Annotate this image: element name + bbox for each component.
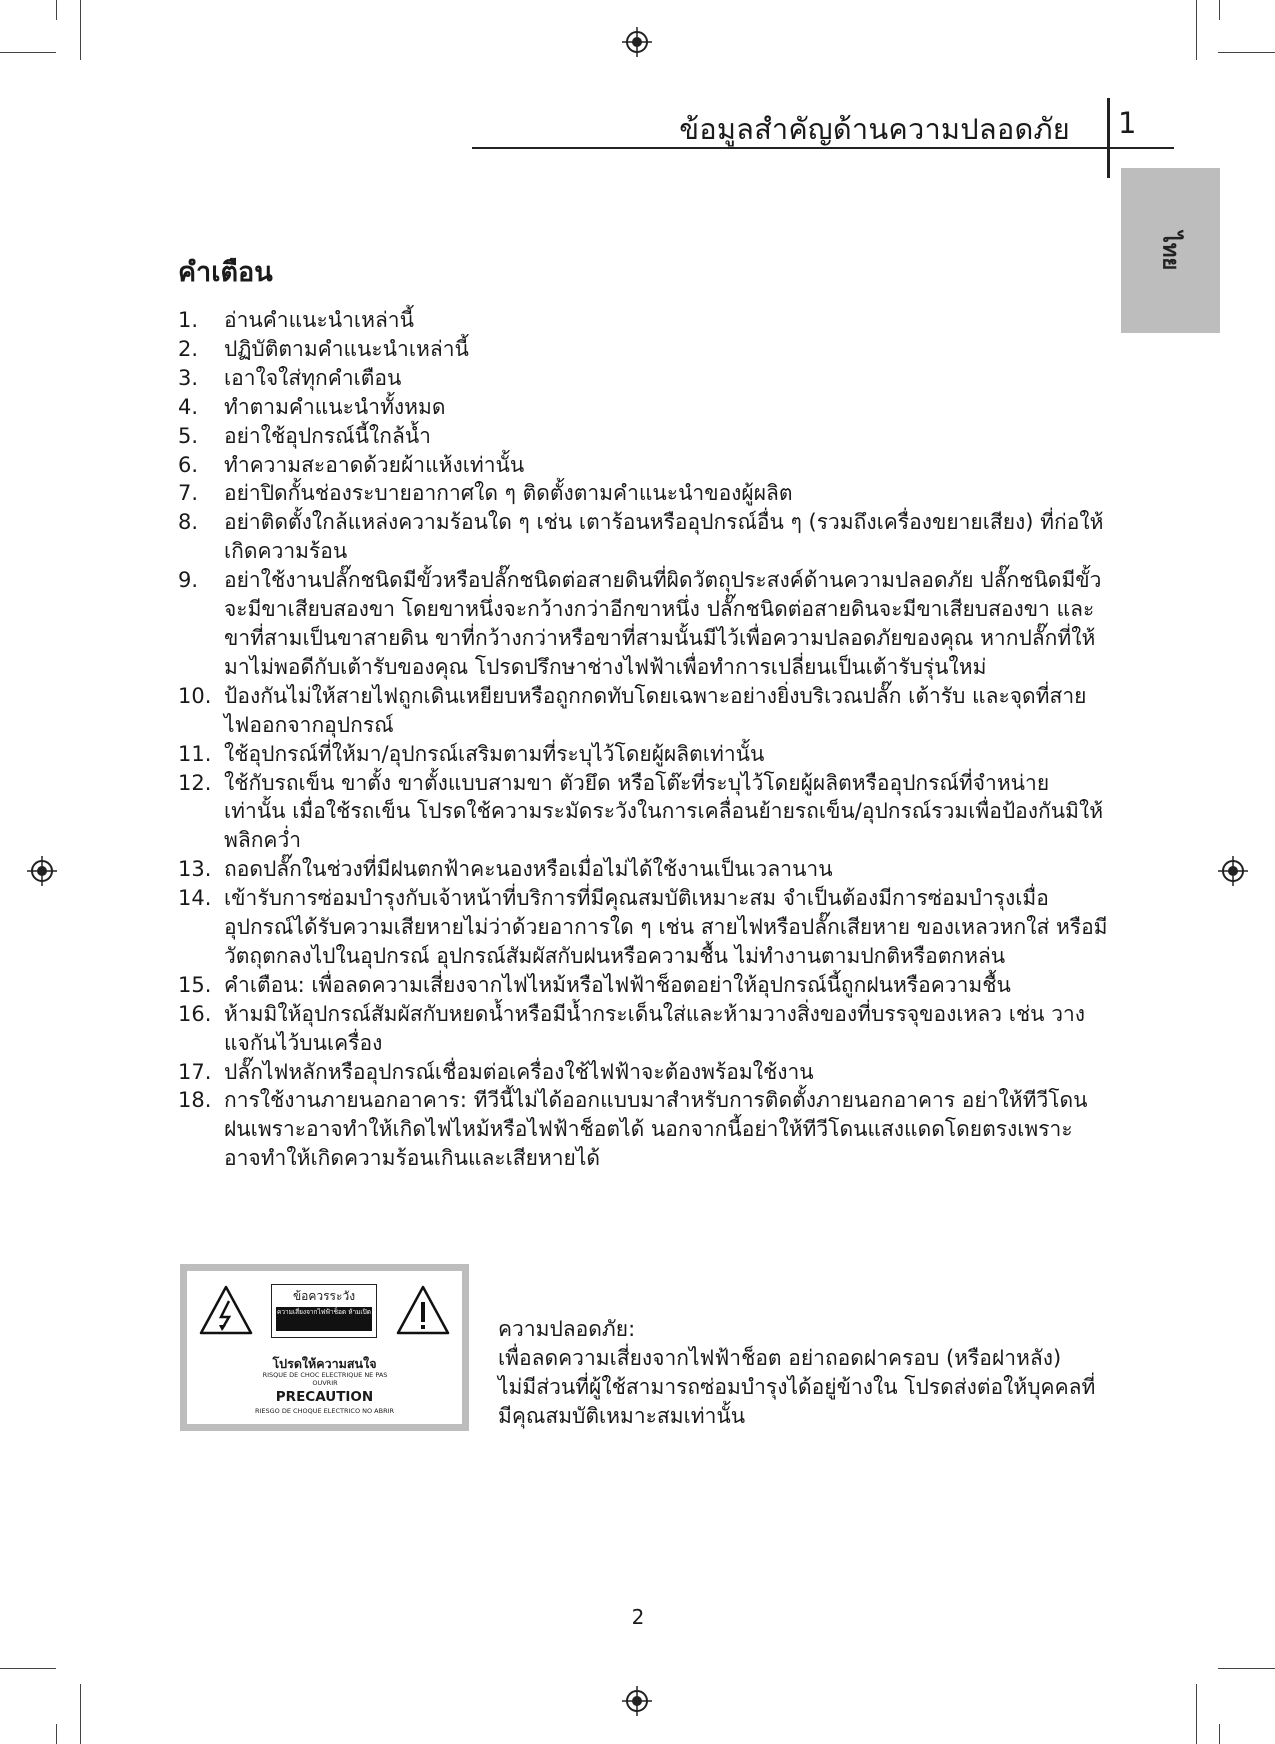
list-number: 5. — [178, 423, 199, 448]
list-number: 9. — [178, 568, 199, 593]
list-number: 18. — [178, 1088, 212, 1113]
chapter-number: 1 — [1118, 106, 1137, 140]
crop-mark — [80, 0, 81, 60]
list-number: 7. — [178, 481, 199, 506]
list-item — [178, 364, 1108, 393]
list-item — [178, 451, 1108, 480]
list-item — [178, 740, 1108, 769]
list-text: การใช้งานภายนอกอาคาร: ทีวีนี้ไม่ได้ออกแบบมาสำหรับการติดตั้งภายนอกอาคาร อย่าให้ทีวีโดนฝนเพราะอาจทำให้เกิดไฟไหม้หรือไฟฟ้าช็อตได้ นอกจากนี้อย่าให้ทีวีโดนแสงแดดโดยตรงเพราะอาจทำให้เกิดความร้อนเกินและเสียหายได้ — [224, 1088, 1088, 1171]
list-number: 8. — [178, 510, 199, 535]
caution-label-inner — [187, 1271, 462, 1424]
list-text: อย่าใช้งานปลั๊กชนิดมีขั้วหรือปลั๊กชนิดต่อสายดินที่ผิดวัตถุประสงค์ด้านความปลอดภัย ปลั๊กชนิดมีขั้วจะมีขาเสียบสองขา โดยขาหนึ่งจะกว้างกว่าอีกขาหนึ่ง ปลั๊กชนิดต่อสายดินจะมีขาเสียบสองขา และขาที่สามเป็นขาสายดิน ขาที่กว้างกว่าหรือขาที่สามนั้นมีไว้เพื่อความปลอดภัยของคุณ หากปลั๊กที่ให้มาไม่พอดีกับเต้ารับของคุณ โปรดปรึกษาช่างไฟฟ้าเพื่อทำการเปลี่ยนเป็นเต้ารับรุ่นใหม่ — [224, 568, 1102, 679]
caution-bar-text: ความเสี่ยงจากไฟฟ้าช็อต ห้ามเปิด — [276, 1307, 372, 1331]
caution-spanish-text: RIESGO DE CHOQUE ELECTRICO NO ABRIR — [254, 1407, 395, 1415]
list-text: ทำความสะอาดด้วยผ้าแห้งเท่านั้น — [224, 452, 525, 477]
list-item — [178, 306, 1108, 335]
list-item — [178, 682, 1108, 740]
list-text: คำเตือน: เพื่อลดความเสี่ยงจากไฟไหม้หรือไฟฟ้าช็อตอย่าให้อุปกรณ์นี้ถูกฝนหรือความชื้น — [224, 972, 1011, 997]
list-number: 6. — [178, 452, 199, 477]
crop-mark — [80, 1684, 81, 1744]
list-text: อ่านคำแนะนำเหล่านี้ — [224, 308, 414, 332]
list-item — [178, 1058, 1108, 1087]
crop-mark — [0, 52, 56, 53]
list-number: 12. — [178, 770, 212, 795]
list-number: 2. — [178, 336, 199, 361]
caution-attention: โปรดให้ความสนใจ — [272, 1356, 377, 1371]
list-text: ถอดปลั๊กในช่วงที่มีฝนตกฟ้าคะนองหรือเมื่อไม่ได้ใช้งานเป็นเวลานาน — [224, 857, 833, 882]
warning-list — [178, 306, 1108, 1173]
exclamation-warning-icon — [395, 1284, 451, 1336]
safety-text: เพื่อลดความเสี่ยงจากไฟฟ้าช็อต อย่าถอดฝาครอบ (หรือฝาหลัง) ไม่มีส่วนที่ผู้ใช้สามารถซ่อมบำรุงได้อยู่ข้างใน โปรดส่งต่อให้บุคคลที่มีคุณสมบัติเหมาะสมเท่านั้น — [498, 1345, 1096, 1428]
list-item — [178, 508, 1108, 566]
caution-label — [180, 1264, 469, 1431]
list-text: ป้องกันไม่ให้สายไฟถูกเดินเหยียบหรือถูกกดทับโดยเฉพาะอย่างยิ่งบริเวณปลั๊ก เต้ารับ และจุดที่สายไฟออกจากอุปกรณ์ — [224, 683, 1087, 737]
caution-title-box — [271, 1284, 377, 1338]
language-tab — [1121, 168, 1220, 333]
registration-mark-icon — [1218, 856, 1248, 886]
list-text: ใช้กับรถเข็น ขาตั้ง ขาตั้งแบบสามขา ตัวยึด หรือโต๊ะที่ระบุไว้โดยผู้ผลิตหรืออุปกรณ์ที่จำหน่ายเท่านั้น เมื่อใช้รถเข็น โปรดใช้ความระมัดระวังในการเคลื่อนย้ายรถเข็น/อุปกรณ์รวมเพื่อป้องกันมิให้พลิกคว่ำ — [224, 770, 1104, 853]
list-item — [178, 884, 1108, 971]
list-item — [178, 393, 1108, 422]
header-separator — [1107, 98, 1110, 178]
list-text: อย่าปิดกั้นช่องระบายอากาศใด ๆ ติดตั้งตามคำแนะนำของผู้ผลิต — [224, 481, 793, 506]
list-item — [178, 855, 1108, 884]
language-tab-label: ไทย — [1157, 231, 1182, 270]
crop-mark — [1196, 1684, 1197, 1744]
list-number: 13. — [178, 857, 212, 882]
list-number: 16. — [178, 1001, 212, 1026]
header-rule — [472, 147, 1174, 149]
list-text: ปลั๊กไฟหลักหรืออุปกรณ์เชื่อมต่อเครื่องใช้ไฟฟ้าจะต้องพร้อมใช้งาน — [224, 1059, 814, 1084]
list-item — [178, 335, 1108, 364]
crop-mark — [1219, 1724, 1220, 1744]
list-number: 17. — [178, 1059, 212, 1084]
caution-french-text: RISQUE DE CHOC ELECTRIQUE NE PAS OUVRIR — [262, 1371, 388, 1387]
safety-note — [498, 1315, 1098, 1431]
list-number: 1. — [178, 308, 199, 332]
lightning-warning-icon — [198, 1284, 254, 1336]
list-number: 11. — [178, 741, 212, 766]
registration-mark-icon — [27, 856, 57, 886]
list-number: 4. — [178, 394, 199, 419]
list-text: ห้ามมิให้อุปกรณ์สัมผัสกับหยดน้ำหรือมีน้ำกระเด็นใส่และห้ามวางสิ่งของที่บรรจุของเหลว เช่น วางแจกันไว้บนเครื่อง — [224, 1001, 1086, 1055]
list-text: เอาใจใส่ทุกคำเตือน — [224, 365, 402, 390]
list-item — [178, 479, 1108, 508]
crop-mark — [0, 1668, 56, 1669]
crop-mark — [1218, 52, 1275, 53]
list-text: ทำตามคำแนะนำทั้งหมด — [224, 394, 446, 419]
crop-mark — [1218, 1668, 1275, 1669]
list-text: เข้ารับการซ่อมบำรุงกับเจ้าหน้าที่บริการที่มีคุณสมบัติเหมาะสม จำเป็นต้องมีการซ่อมบำรุงเมื่ออุปกรณ์ได้รับความเสียหายไม่ว่าด้วยอาการใด ๆ เช่น สายไฟหรือปลั๊กเสียหาย ของเหลวหกใส่ หรือมีวัตถุตกลงไปในอุปกรณ์ อุปกรณ์สัมผัสกับฝนหรือความชื้น ไม่ทำงานตามปกติหรือตกหล่น — [224, 886, 1108, 968]
list-item — [178, 1000, 1108, 1058]
registration-mark-icon — [622, 1686, 652, 1716]
list-item — [178, 1086, 1108, 1173]
list-item — [178, 422, 1108, 451]
list-number: 3. — [178, 365, 199, 390]
crop-mark — [1196, 0, 1197, 60]
list-number: 14. — [178, 886, 212, 911]
list-number: 15. — [178, 972, 212, 997]
page-title: ข้อมูลสำคัญด้านความปลอดภัย — [679, 112, 1070, 146]
list-number: 10. — [178, 683, 212, 708]
crop-mark — [56, 1724, 57, 1744]
registration-mark-icon — [622, 27, 652, 57]
list-item — [178, 566, 1108, 682]
list-text: อย่าใช้อุปกรณ์นี้ใกล้น้ำ — [224, 423, 431, 448]
list-text: ปฏิบัติตามคำแนะนำเหล่านี้ — [224, 336, 469, 361]
safety-heading: ความปลอดภัย: — [498, 1317, 636, 1341]
list-item — [178, 971, 1108, 1000]
caution-precaution: PRECAUTION — [275, 1389, 374, 1405]
list-item — [178, 769, 1108, 856]
section-heading: คำเตือน — [178, 257, 273, 288]
page-number: 2 — [631, 1605, 645, 1629]
crop-mark — [56, 0, 57, 20]
caution-title: ข้อควรระวัง — [292, 1289, 356, 1303]
list-text: ใช้อุปกรณ์ที่ให้มา/อุปกรณ์เสริมตามที่ระบุไว้โดยผู้ผลิตเท่านั้น — [224, 741, 765, 766]
list-text: อย่าติดตั้งใกล้แหล่งความร้อนใด ๆ เช่น เตาร้อนหรืออุปกรณ์อื่น ๆ (รวมถึงเครื่องขยายเสียง) ที่ก่อให้เกิดความร้อน — [224, 510, 1104, 564]
crop-mark — [1219, 0, 1220, 20]
